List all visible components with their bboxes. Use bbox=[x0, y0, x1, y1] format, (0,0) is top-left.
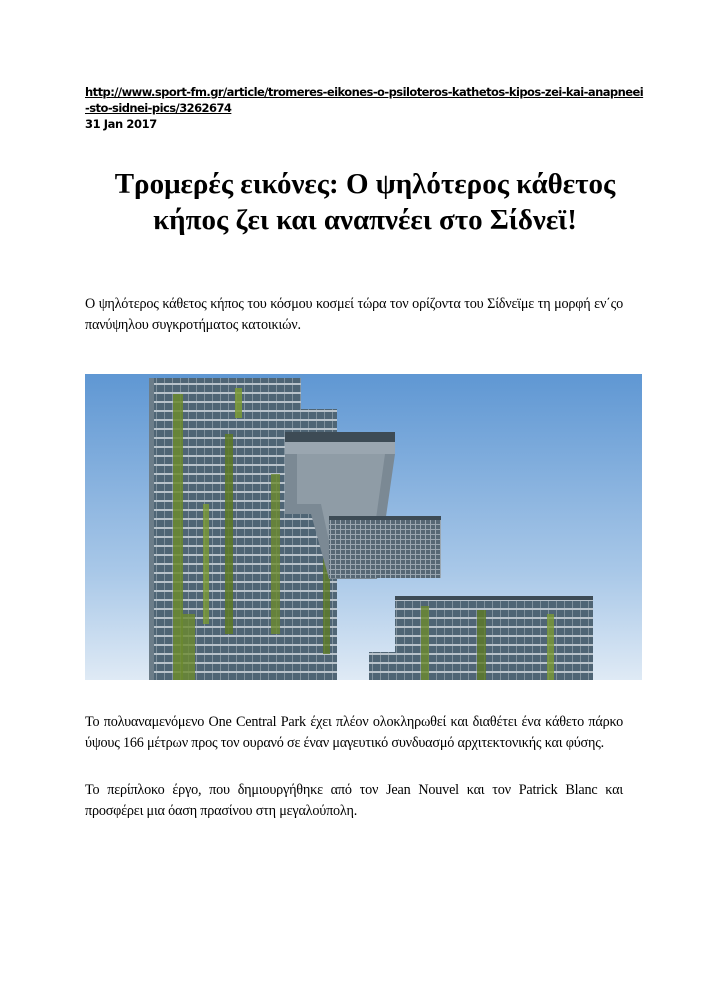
article-title: Τρομερές εικόνες: Ο ψηλότερος κάθετος κήπος ζει και αναπνέει στο Σίδνεϊ! bbox=[114, 168, 616, 236]
tall-tower bbox=[149, 378, 337, 680]
building-photo bbox=[85, 374, 642, 680]
body-paragraph-1: Το πολυαναμενόμενο One Central Park έχει πλέον ολοκληρωθεί και διαθέτει ένα κάθετο πάρκο ύψους 166 μέτρων προς τον ουρανό σε έναν μαγευτικό συνδυασμό αρχιτεκτονικής και φύσης. bbox=[85, 714, 623, 751]
intro-paragraph: Ο ψηλότερος κάθετος κήπος του κόσμου κοσμεί τώρα τον ορίζοντα του Σίδνεϊμε τη μορφή εν΄ςο πανύψηλου συγκροτήματος κατοικιών. bbox=[85, 296, 623, 333]
source-url-link[interactable]: http://www.sport-fm.gr/article/tromeres-eikones-o-psiloteros-kathetos-kipos-zei-kai-anapneei-sto-sidnei-pics/3262674 bbox=[85, 85, 644, 115]
lower-tower bbox=[369, 596, 593, 680]
article-date: 31 Jan 2017 bbox=[85, 117, 157, 131]
body-paragraph-2: Το περίπλοκο έργο, που δημιουργήθηκε από τον Jean Nouvel και τον Patrick Blanc και προσφέρει μια όαση πρασίνου στη μεγαλούπολη. bbox=[85, 782, 623, 819]
